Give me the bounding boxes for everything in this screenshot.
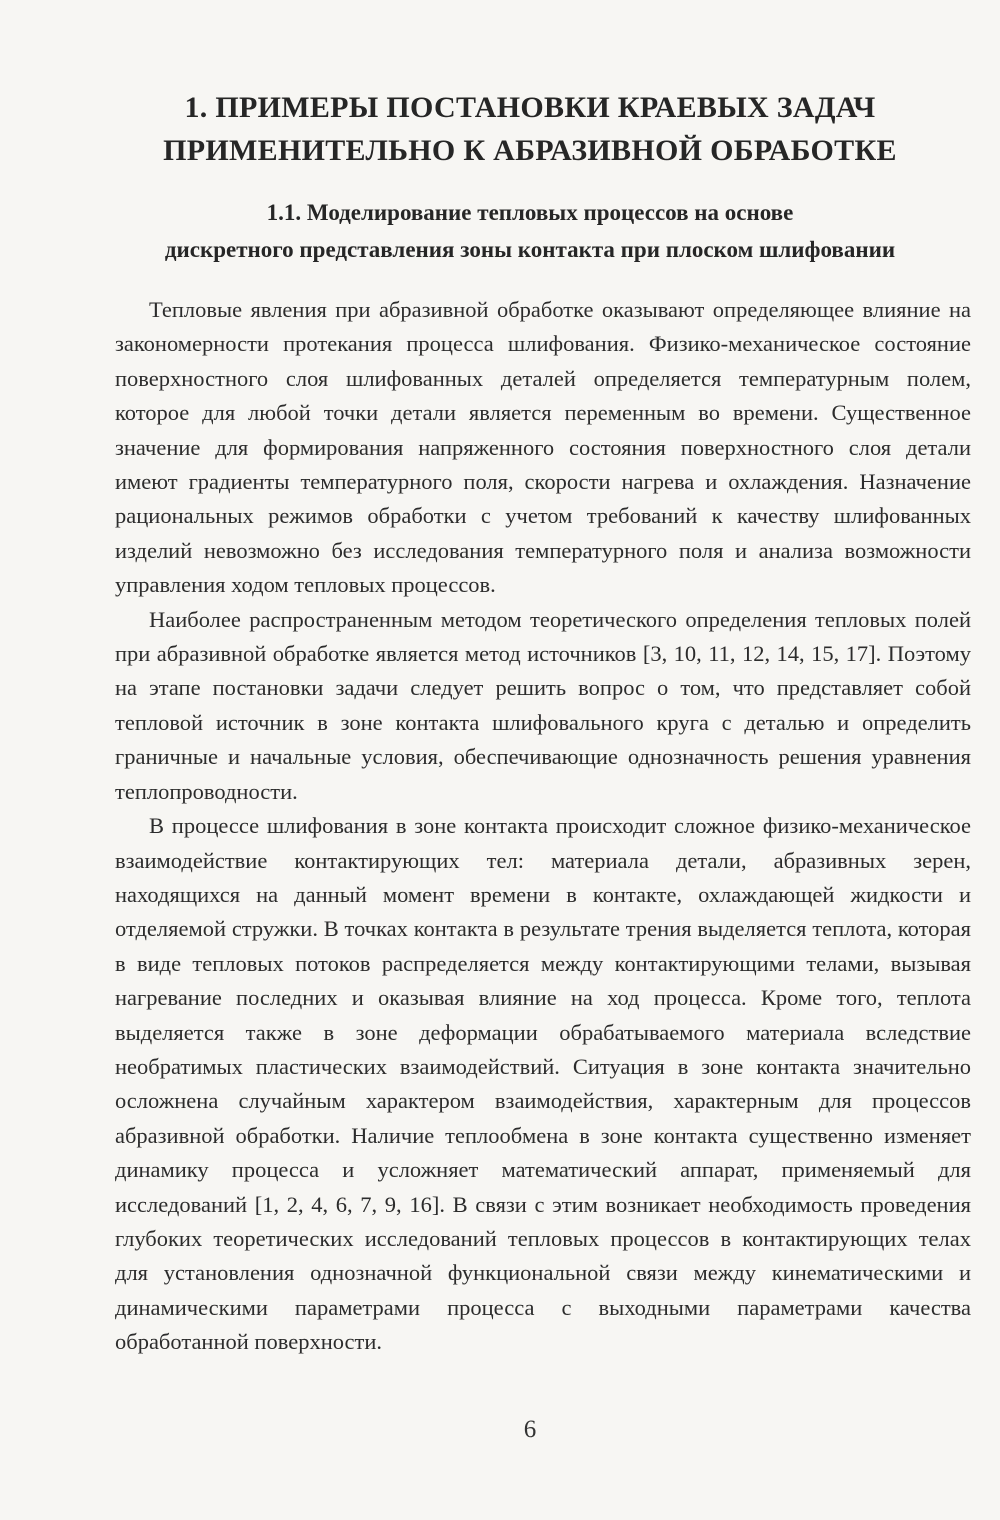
paragraph-2: Наиболее распространенным методом теоретического определения тепловых полей при абразивной обработке является метод источников [3, 10, 11, 12, 14, 15, 17]. Поэтому на этапе постановки задачи следует решить вопрос о том, что представляет собой тепловой источник в зоне контакта шлифовального круга с деталью и определить граничные и начальные условия, обеспечивающие однозначность решения уравнения теплопроводности. [115, 606, 971, 804]
paragraph-1: Тепловые явления при абразивной обработке оказывают определяющее влияние на закономерности протекания процесса шлифования. Физико-механическое состояние поверхностного слоя шлифованных деталей определяется температурным полем, которое для любой точки детали является переменным во времени. Существенное значение для формирования напряженного состояния поверхностного слоя детали имеют градиенты температурного поля, скорости нагрева и охлаждения. Назначение рациональных режимов обработки с учетом требований к качеству шлифованных изделий невозможно без исследования температурного поля и анализа возможности управления ходом тепловых процессов. [115, 297, 971, 598]
chapter-title-line-2: ПРИМЕНИТЕЛЬНО К АБРАЗИВНОЙ ОБРАБОТКЕ [163, 134, 897, 167]
section-title-line-2: дискретного представления зоны контакта при плоском шлифовании [164, 237, 896, 262]
body-text [115, 293, 971, 1360]
section-title [100, 194, 960, 268]
section-title-line-1: 1.1. Моделирование тепловых процессов на основе [266, 200, 794, 225]
chapter-title-line-1: 1. ПРИМЕРЫ ПОСТАНОВКИ КРАЕВЫХ ЗАДАЧ [184, 91, 876, 124]
chapter-title [100, 86, 960, 172]
page-number: 6 [523, 1416, 537, 1443]
paragraph-3: В процессе шлифования в зоне контакта происходит сложное физико-механическое взаимодействие контактирующих тел: материала детали, абразивных зерен, находящихся на данный момент времени в контакте, охлаждающей жидкости и отделяемой стружки. В точках контакта в результате трения выделяется теплота, которая в виде тепловых потоков распределяется между контактирующими телами, вызывая нагревание последних и оказывая влияние на ход процесса. Кроме того, теплота выделяется также в зоне деформации обрабатываемого материала вследствие необратимых пластических взаимодействий. Ситуация в зоне контакта значительно осложнена случайным характером взаимодействия, характерным для процессов абразивной обработки. Наличие теплообмена в зоне контакта существенно изменяет динамику процесса и усложняет математический аппарат, применяемый для исследований [1, 2, 4, 6, 7, 9, 16]. В связи с этим возникает необходимость проведения глубоких теоретических исследований тепловых процессов в контактирующих телах для установления однозначной функциональной связи между кинематическими и динамическими параметрами процесса с выходными параметрами качества обработанной поверхности. [115, 813, 971, 1355]
